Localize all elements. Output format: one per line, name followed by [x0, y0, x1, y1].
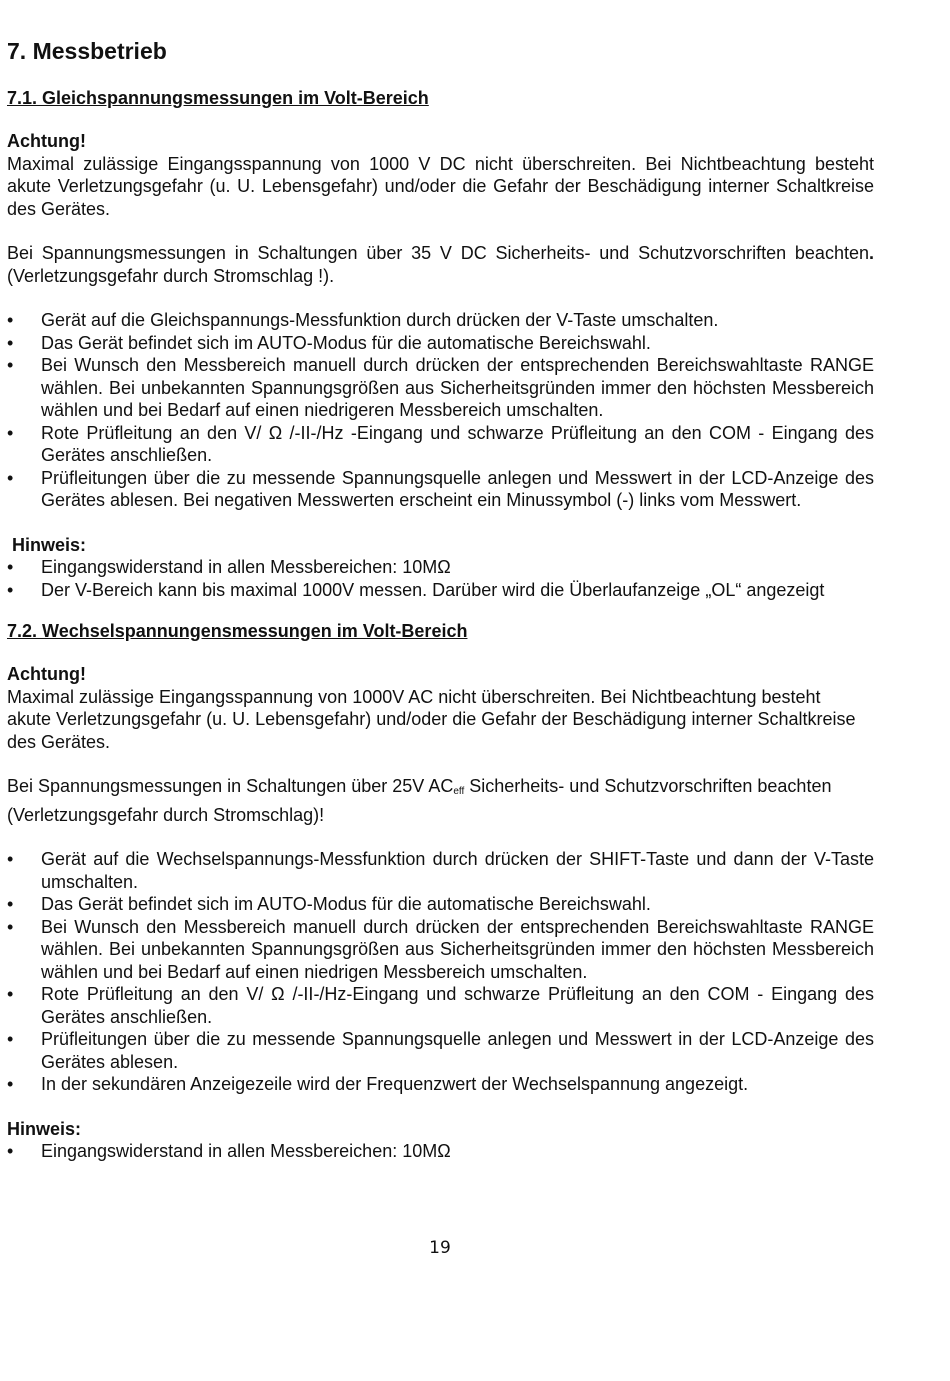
warning-label: Achtung! — [7, 664, 86, 684]
safety-note-subscript: eff — [453, 786, 465, 797]
hint-list — [7, 556, 874, 601]
warning-text: Maximal zulässige Eingangsspannung von 1000 V DC nicht überschreiten. Bei Nichtbeachtung besteht akute Verletzungsgefahr (u. U. Lebensgefahr) und/oder die Gefahr der Beschädigung interner Schaltkreise des Gerätes. — [7, 153, 874, 219]
list-item: • Eingangswiderstand in allen Messbereichen: 10MΩ — [7, 1140, 874, 1163]
warning-text-line: akute Verletzungsgefahr (u. U. Lebensgefahr) und/oder die Gefahr der Beschädigung interner Schaltkreise des Gerätes. — [7, 709, 856, 752]
hint-label: Hinweis: — [12, 534, 87, 555]
safety-note-text: Bei Spannungsmessungen in Schaltungen über 25V AC — [7, 776, 454, 796]
section-title-ac: 7.2. Wechselspannungensmessungen im Volt-Bereich — [7, 621, 468, 641]
list-item: • Prüfleitungen über die zu messende Spannungsquelle anlegen und Messwert in der LCD-Anzeige des Gerätes ablesen. Bei negativen Messwerten erscheint ein Minussymbol (-) links vom Messwert. — [7, 467, 874, 512]
list-item: • Rote Prüfleitung an den V/ Ω /-II-/Hz-Eingang und schwarze Prüfleitung an den COM - Eingang des Gerätes anschließen. — [7, 983, 874, 1028]
safety-note-dot: . — [868, 243, 874, 263]
warning-label: Achtung! — [7, 131, 86, 151]
list-item: • Gerät auf die Wechselspannungs-Messfunktion durch drücken der SHIFT-Taste und dann der V-Taste umschalten. — [7, 848, 874, 893]
safety-note — [7, 775, 874, 826]
safety-note — [7, 242, 874, 287]
list-item: • Prüfleitungen über die zu messende Spannungsquelle anlegen und Messwert in der LCD-Anzeige des Gerätes ablesen. — [7, 1028, 874, 1073]
instruction-list — [7, 848, 874, 1096]
list-item: • Das Gerät befindet sich im AUTO-Modus für die automatische Bereichswahl. — [7, 332, 874, 355]
warning-text-line: Maximal zulässige Eingangsspannung von 1000V AC nicht überschreiten. Bei Nichtbeachtung besteht — [7, 686, 821, 707]
manual-page — [7, 36, 874, 1163]
hint-list — [7, 1140, 874, 1163]
list-item: • In der sekundären Anzeigezeile wird der Frequenzwert der Wechselspannung angezeigt. — [7, 1073, 874, 1096]
list-item: • Gerät auf die Gleichspannungs-Messfunktion durch drücken der V-Taste umschalten. — [7, 309, 874, 332]
section-title-dc: 7.1. Gleichspannungsmessungen im Volt-Bereich — [7, 88, 429, 108]
list-item: • Bei Wunsch den Messbereich manuell durch drücken der entsprechenden Bereichswahltaste RANGE wählen. Bei unbekannten Spannungsgrößen aus Sicherheitsgründen immer den höchsten Messbereich wählen und bei Bedarf auf einen niedrigeren Messbereich umschalten. — [7, 354, 874, 422]
safety-note-text-end: Sicherheits- und Schutzvorschriften beachten (Verletzungsgefahr durch Stromschlag)! — [7, 776, 832, 825]
chapter-heading: 7. Messbetrieb — [7, 38, 167, 64]
list-item: • Der V-Bereich kann bis maximal 1000V messen. Darüber wird die Überlaufanzeige „OL“ angezeigt — [7, 579, 874, 602]
safety-note-text-end: (Verletzungsgefahr durch Stromschlag !). — [7, 265, 335, 286]
instruction-list — [7, 309, 874, 512]
safety-note-text: Bei Spannungsmessungen in Schaltungen über 35 V DC Sicherheits- und Schutzvorschriften beachten — [7, 243, 869, 263]
list-item: • Das Gerät befindet sich im AUTO-Modus für die automatische Bereichswahl. — [7, 893, 874, 916]
list-item: • Eingangswiderstand in allen Messbereichen: 10MΩ — [7, 556, 874, 579]
page-number: 19 — [429, 1238, 451, 1258]
list-item: • Bei Wunsch den Messbereich manuell durch drücken der entsprechenden Bereichswahltaste RANGE wählen. Bei unbekannten Spannungsgrößen aus Sicherheitsgründen immer den höchsten Messbereich wählen und bei Bedarf auf einen niedrigen Messbereich umschalten. — [7, 916, 874, 984]
hint-label: Hinweis: — [7, 1118, 82, 1139]
list-item: • Rote Prüfleitung an den V/ Ω /-II-/Hz -Eingang und schwarze Prüfleitung an den COM - Eingang des Gerätes anschließen. — [7, 422, 874, 467]
